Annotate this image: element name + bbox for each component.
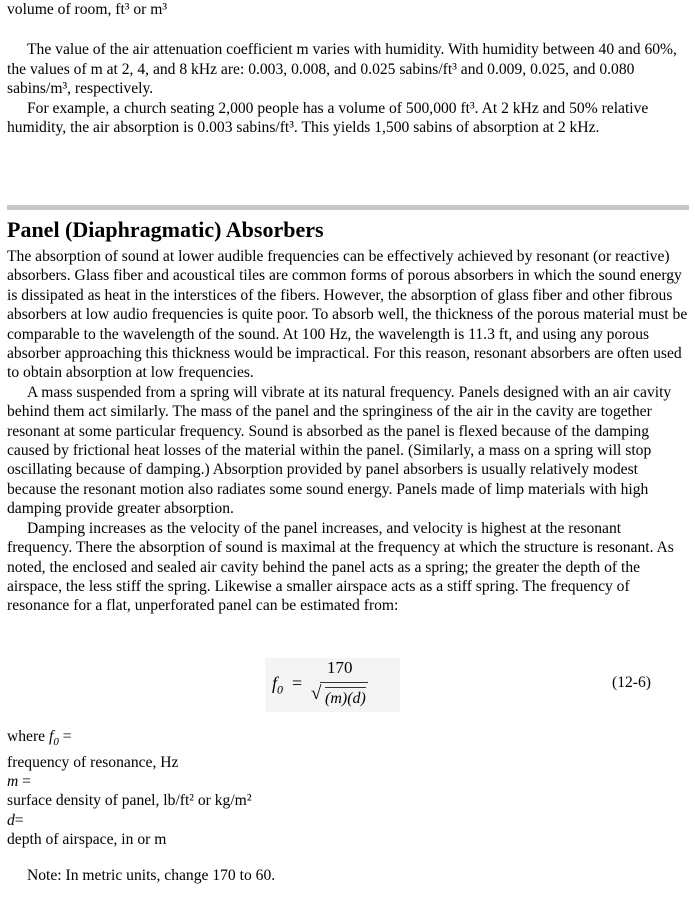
paragraph-church-example: For example, a church seating 2,000 people has a volume of 500,000 ft³. At 2 kHz and 50% relative humidity, the air absorption is 0.003 sabins/ft³. This yields 1,500 sabins of absorption at 2 kHz.	[7, 99, 649, 137]
variable-definitions	[7, 727, 687, 850]
definition-m	[7, 772, 687, 791]
paragraph-air-attenuation: The value of the air attenuation coefficient m varies with humidity. With humidity between 40 and 60%, the values of m at 2, 4, and 8 kHz are: 0.003, 0.008, and 0.025 sabins/ft³ and 0.009, 0.025, and 0.080 sabins/m³, respectively.	[7, 41, 677, 98]
equation-equals: =	[292, 673, 303, 693]
equation-f-var: f	[272, 673, 278, 693]
equation-denominator: (m)(d)	[325, 687, 366, 708]
equation-numerator: 170	[327, 658, 353, 677]
equation-lhs	[272, 674, 283, 700]
equation-number: (12-6)	[612, 674, 651, 691]
d-equals: =	[14, 811, 24, 829]
metric-note: Note: In metric units, change 170 to 60.	[27, 867, 276, 884]
continued-line: volume of room, ft³ or m³	[7, 1, 168, 18]
equation-image	[265, 658, 400, 712]
sqrt-symbol: √	[311, 683, 322, 704]
top-text-block	[7, 0, 687, 137]
section-body	[7, 247, 689, 616]
paragraph-damping: Damping increases as the velocity of the panel increases, and velocity is highest at the resonant frequency. There the absorption of sound is maximal at the frequency at which the structure is resonant. As noted, the enclosed and sealed air cavity behind the panel acts as a spring; the greater the depth of the airspace, the less stiff the spring. Likewise a smaller airspace acts as a stiff spring. The frequency of resonance for a flat, unperforated panel can be estimated from:	[7, 519, 674, 615]
definition-d-desc: depth of airspace, in or m	[7, 831, 167, 849]
paragraph-mass-spring: A mass suspended from a spring will vibrate at its natural frequency. Panels designed with an air cavity behind them act similarly. The mass of the panel and the springiness of the air in the cavity are together resonant at some particular frequency. Sound is absorbed as the panel is flexed because of the damping caused by frictional heat losses of the material within the panel. (Similarly, a mass on a spring will stop oscillating because of damping.) Absorption provided by panel absorbers is usually relatively modest because the resonant motion also radiates some sound energy. Panels made of limp materials with high damping provide greater absorption.	[7, 383, 672, 518]
fraction-bar	[320, 682, 368, 683]
definition-m-desc: surface density of panel, lb/ft² or kg/m²	[7, 792, 252, 810]
var-f-sub: 0	[53, 736, 59, 749]
section-heading: Panel (Diaphragmatic) Absorbers	[7, 217, 324, 242]
equation-f-sub: 0	[277, 682, 284, 697]
definition-d	[7, 811, 687, 830]
m-equals: =	[22, 772, 31, 790]
definition-f-desc: frequency of resonance, Hz	[7, 753, 179, 771]
var-f: f	[49, 728, 54, 745]
definition-f	[7, 727, 687, 753]
var-m: m	[7, 772, 19, 790]
section-divider	[7, 205, 689, 210]
f-equals: =	[62, 728, 72, 745]
paragraph-resonant-absorbers: The absorption of sound at lower audible frequencies can be effectively achieved by resonant (or reactive) absorbers. Glass fiber and acoustical tiles are common forms of porous absorbers in which the sound energy is dissipated as heat in the interstices of the fibers. However, the absorption of glass fiber and other fibrous absorbers at low audio frequencies is quite poor. To absorb well, the thickness of the porous material must be comparable to the wavelength of the sound. At 100 Hz, the wavelength is 11.3 ft, and using any porous absorber approaching this thickness would be impractical. For this reason, resonant absorbers are often used to obtain absorption at low frequencies.	[7, 248, 688, 382]
where-label: where	[7, 728, 46, 745]
var-d: d	[7, 811, 15, 829]
